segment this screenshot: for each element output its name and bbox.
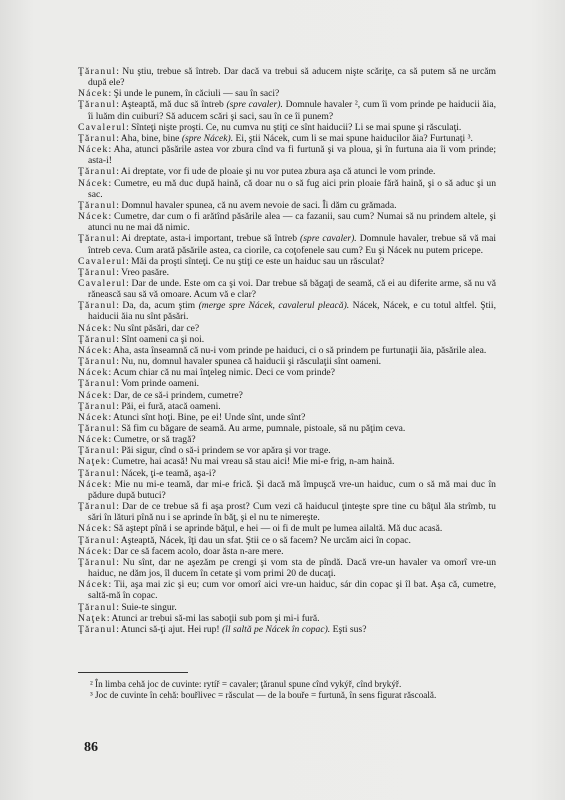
line-text: Nu sînt păsări, dar ce?: [113, 322, 200, 334]
dialogue-line: Ţăranul: Ai dreptate, asta-i important, trebue să întreb (spre cavaler). Domnule havaler, trebue să vă mai întreb ceva. Cum arată păsările astea, ca ciorile, ca coţofenele sau cum? Eu şi Nácek nu putem pricepe.: [78, 233, 497, 256]
line-text: Da, da, acum ştim: [122, 300, 196, 312]
speaker-name: Nácek: [78, 434, 109, 446]
stage-direction: (merge spre Nácek, cavalerul pleacă).: [198, 300, 350, 312]
dialogue-line: Nácek: Să aştept pînă i se aprinde băţul, e hei — oi fi de mult pe lumea ailaltă. Mă duc acasă.: [78, 523, 443, 535]
dialogue-line: Ţăranul: Suie-te singur.: [78, 601, 177, 613]
dialogue-line: Nácek: Dar, de ce să-i prindem, cumetre?: [78, 389, 243, 401]
speaker-name: Ţăranul: [78, 623, 117, 635]
speaker-name: Nácek: [78, 389, 109, 401]
dialogue-line: Nácek: Dar ce să facem acolo, doar ăsta n-are mere.: [78, 545, 284, 557]
speaker-name: Cavalerul: [78, 255, 127, 267]
speaker-name: Nácek: [78, 478, 109, 490]
line-text: Mie nu mi-e teamă, dar mi-e frică. Şi dacă mă împuşcă vre-un haiduc, cum o să mă mai duc în pădure după butuci?: [88, 478, 496, 501]
speaker-name: Nácek: [78, 88, 109, 100]
dialogue-line: Ţăranul: Aha, bine, bine (spre Nácek). Ei, ştii Nácek, cum li se mai spune haiducilor ăia? Furtunaţi ³.: [78, 132, 473, 144]
line-text: Cumetre, or să tragă?: [113, 434, 196, 446]
line-text: Tii, aşa mai zic şi eu; cum vor omorî aici vre-un haiduc, sár din copac şi îl bat. Aşa că, cumetre, saltă-mă în copac.: [88, 579, 497, 602]
line-text: Dar de unde. Este om ca şi voi. Dar trebue să băgaţi de seamă, că ei au diferite arme, să nu vă rănească sau să vă omoare. Acum vă e clar?: [88, 277, 496, 301]
speaker-name: Cavalerul: [78, 277, 127, 289]
speaker-name: Ţăranul: [78, 333, 117, 345]
line-text-continued: Ei, ştii Nácek, cum li se mai spune haiducilor ăia? Furtunaţi ³.: [235, 132, 473, 144]
speaker-name: Nácek: [78, 523, 109, 535]
dialogue-line: Ţăranul: Vreo pasăre.: [78, 266, 170, 278]
line-text: Sînteţi nişte proşti. Ce, nu cumva nu ştiţi ce sînt haiducii? Li se mai spune şi răsculaţi.: [131, 121, 462, 133]
stage-direction: (spre cavaler).: [300, 233, 357, 245]
dialogue-line: Ţăranul: Atunci să-ţi ajut. Hei rup! (îl saltă pe Nácek în copac). Eşti sus?: [78, 623, 367, 635]
line-text: Măi da proşti sînteţi. Ce nu ştiţi ce este un haiduc sau un răsculat?: [131, 255, 385, 267]
line-text-continued: Eşti sus?: [332, 623, 367, 635]
speaker-name: Ţăranul: [78, 378, 117, 390]
line-text: Şi unde le punem, în căciuli — sau în saci?: [113, 88, 280, 100]
line-text: Aşteaptă, mă duc să întreb: [121, 99, 224, 111]
speaker-name: Ţăranul: [78, 166, 117, 178]
dialogue-line: Naţek: Atunci ar trebui să-mi las saboţii sub pom şi mi-i fură.: [78, 612, 320, 624]
line-text-continued: Domnule havaler ², cum îi vom prinde pe haiducii ăia, îi luăm din cuiburi? Să aducem scări şi saci, sau în ce îi punem?: [88, 99, 497, 122]
dialogue-line: Ţăranul: Nu, nu, domnul havaler spunea că haiducii şi răsculaţii sînt oameni.: [78, 356, 382, 368]
speaker-name: Nácek: [78, 144, 109, 156]
line-text: Ai dreptate, asta-i important, trebue să întreb: [121, 233, 297, 245]
line-text: Aşteaptă, Nácek, îţi dau un sfat. Ştii ce o să facem? Ne urcăm aici în copac.: [120, 534, 411, 546]
line-text: Dar de ce trebue să fi aşa prost? Cum vezi că haiducul ţinteşte spre tine cu bâţul ăla strîmb, tu sări în lături pînă nu i se aprinde în băţ, şi el nu te nimereşte.: [88, 501, 496, 524]
line-text: Cumetre, hai acasă! Nu mai vreau să stau aici! Mie mi-e frig, n-am haină.: [112, 456, 395, 468]
line-text: Acum chiar că nu mai înţeleg nimic. Deci ce vom prinde?: [113, 367, 335, 379]
line-text: Cumetre, dar cum o fi arătînd păsările alea — ca fazanii, sau cum? Numai să nu prindem altele, şi atunci nu ne mai dă nimic.: [88, 211, 496, 234]
dialogue-line: Ţăranul: Dar de ce trebue să fi aşa prost? Cum vezi că haiducul ţinteşte spre tine cu bâţul ăla strîmb, tu sări în lături pînă nu i se aprinde în băţ, şi el nu te nimereşte.: [78, 501, 496, 524]
dialogue-line: Cavalerul: Măi da proşti sînteţi. Ce nu ştiţi ce este un haiduc sau un răsculat?: [78, 255, 385, 267]
speaker-name: Ţăranul: [78, 300, 117, 312]
line-text: Nácek, ţi-e teamă, aşa-i?: [121, 467, 216, 479]
footnote-3: ³ Joc de cuvinte în cehă: bouřlivec = răsculat — de la bouře = furtună, în sens figurat răscoală.: [90, 690, 437, 700]
stage-direction: (spre Nácek).: [181, 132, 234, 144]
speaker-name: Ţăranul: [78, 556, 117, 568]
speaker-name: Nácek: [78, 177, 109, 189]
line-text: Domnul havaler spunea, că nu avem nevoie de saci. Îi dăm cu grămada.: [121, 199, 397, 211]
dialogue-line: Nácek: Aha, asta înseamnă că nu-i vom prinde pe haiduci, ci o să prindem pe furtunaţii ăia, păsările alea.: [78, 344, 487, 356]
dialogue-line: Ţăranul: Să fim cu băgare de seamă. Au arme, pumnale, pistoale, să nu păţim ceva.: [78, 423, 406, 434]
dialogue-line: Ţăranul: Nu ştiu, trebue să întreb. Dar dacă va trebui să aducem nişte scăriţe, ca să putem să ne urcăm după ele?: [78, 66, 496, 89]
line-text: Cumetre, eu mă duc după haină, că doar nu o să fug aici prin ploaie fără haină, şi o să aduc şi un sac.: [88, 177, 496, 200]
dialogue-line: Ţăranul: Vom prinde oameni.: [78, 378, 200, 390]
dialogue-line: Ţăranul: Domnul havaler spunea, că nu avem nevoie de saci. Îi dăm cu grămada.: [78, 199, 397, 211]
footnotes: [78, 672, 496, 701]
speaker-name: Ţăranul: [78, 423, 117, 434]
line-text: Vom prinde oameni.: [121, 378, 200, 390]
dialogue-line: Ţăranul: Nu sînt, dar ne aşezăm pe crengi şi vom sta de pîndă. Dacă vre-un havaler va omorî vre-un haiduc, ne dăm jos, îl ducem în cetate şi vom primi 20 de ducaţi.: [78, 556, 496, 580]
line-text: Nu, nu, domnul havaler spunea că haiducii şi răsculaţii sînt oameni.: [121, 356, 382, 368]
footnote-2: ² În limba cehă joc de cuvinte: rytíř = cavaler; ţăranul spune cînd vykýř, cînd brykýř.: [90, 679, 402, 689]
line-text: Să fim cu băgare de seamă. Au arme, pumnale, pistoale, să nu păţim ceva.: [121, 423, 406, 434]
speaker-name: Naţek: [78, 612, 107, 624]
speaker-name: Ţăranul: [78, 266, 117, 278]
line-text: Atunci sînt hoţi. Bine, pe ei! Unde sînt, unde sînt?: [113, 411, 306, 423]
line-text: Aha, asta înseamnă că nu-i vom prinde pe haiduci, ci o să prindem pe furtunaţii ăia, păsările alea.: [113, 344, 487, 356]
speaker-name: Ţăranul: [78, 66, 117, 77]
line-text: Atunci să-ţi ajut. Hei rup!: [120, 623, 220, 635]
line-text: Dar, de ce să-i prindem, cumetre?: [113, 389, 243, 401]
speaker-name: Nácek: [78, 211, 109, 223]
dialogue-line: Nácek: Cumetre, or să tragă?: [78, 434, 196, 446]
speaker-name: Ţăranul: [78, 467, 117, 479]
line-text: Nu ştiu, trebue să întreb. Dar dacă va trebui să aducem nişte scăriţe, ca să putem să ne urcăm după ele?: [88, 66, 496, 89]
line-text: Dar ce să facem acolo, doar ăsta n-are mere.: [113, 545, 284, 557]
speaker-name: Nácek: [78, 322, 109, 334]
speaker-name: Ţăranul: [78, 199, 117, 211]
dialogue-line: Ţăranul: Da, da, acum ştim (merge spre Nácek, cavalerul pleacă). Nácek, Nácek, e cu totul altfel. Ştii, haiducii ăia nu sînt păsări.: [78, 300, 496, 323]
line-text: Păi, ei fură, atacă oameni.: [121, 400, 221, 412]
line-text: Atunci ar trebui să-mi las saboţii sub pom şi mi-i fură.: [111, 612, 320, 624]
dialogue-line: Nácek: Acum chiar că nu mai înţeleg nimic. Deci ce vom prinde?: [78, 367, 335, 379]
speaker-name: Nácek: [78, 545, 109, 557]
dialogue-line: Nácek: Tii, aşa mai zic şi eu; cum vor omorî aici vre-un haiduc, sár din copac şi îl bat. Aşa că, cumetre, saltă-mă în copac.: [78, 579, 497, 602]
line-text: Aha, atunci păsările astea vor zbura cînd va fi furtună şi va ploua, şi în furtuna aia îi vom prinde; asta-i!: [88, 144, 496, 167]
speaker-name: Nácek: [78, 367, 109, 379]
dialogue-line: Nácek: Cumetre, eu mă duc după haină, că doar nu o să fug aici prin ploaie fără haină, şi o să aduc şi un sac.: [78, 177, 496, 200]
speaker-name: Ţăranul: [78, 534, 117, 546]
speaker-name: Ţăranul: [78, 400, 117, 412]
dialogue-line: Nácek: Nu sînt păsări, dar ce?: [78, 322, 200, 334]
line-text: Să aştept pînă i se aprinde băţul, e hei — oi fi de mult pe lumea ailaltă. Mă duc acasă.: [113, 523, 443, 535]
speaker-name: Ţăranul: [78, 501, 117, 513]
line-text: Suie-te singur.: [121, 601, 177, 613]
dialogue-text: [78, 66, 496, 635]
dialogue-line: Naţek: Cumetre, hai acasă! Nu mai vreau să stau aici! Mie mi-e frig, n-am haină.: [78, 456, 395, 468]
dialogue-line: Ţăranul: Aşteaptă, Nácek, îţi dau un sfat. Ştii ce o să facem? Ne urcăm aici în copac.: [78, 534, 411, 546]
dialogue-line: Ţăranul: Sînt oameni ca şi noi.: [78, 333, 205, 345]
line-text: Sînt oameni ca şi noi.: [121, 333, 205, 345]
speaker-name: Nácek: [78, 344, 109, 356]
speaker-name: Ţăranul: [78, 233, 117, 245]
stage-direction: (îl saltă pe Nácek în copac).: [222, 623, 331, 635]
speaker-name: Naţek: [78, 456, 107, 468]
line-text-continued: Domnule havaler, trebue să vă mai întreb ceva. Cum arată păsările astea, ca ciorile, ca coţofenele sau cum? Eu şi Nácek nu putem pricepe.: [88, 233, 497, 256]
line-text-continued: Nácek, Nácek, e cu totul altfel. Ştii, haiducii ăia nu sînt păsări.: [88, 300, 496, 323]
dialogue-line: Ţăranul: Păi sigur, cînd o să-i prindem se vor apăra şi vor trage.: [78, 445, 331, 457]
dialogue-line: Nácek: Aha, atunci păsările astea vor zbura cînd va fi furtună şi va ploua, şi în furtuna aia îi vom prinde; asta-i!: [78, 144, 496, 167]
dialogue-line: Ţăranul: Păi, ei fură, atacă oameni.: [78, 400, 221, 412]
dialogue-line: Cavalerul: Dar de unde. Este om ca şi voi. Dar trebue să băgaţi de seamă, că ei au diferite arme, să nu vă rănească sau să vă omoare. Acum vă e clar?: [78, 277, 496, 301]
dialogue-line: Cavalerul: Sînteţi nişte proşti. Ce, nu cumva nu ştiţi ce sînt haiducii? Li se mai spune şi răsculaţi.: [78, 121, 462, 133]
stage-direction: (spre cavaler).: [226, 99, 283, 111]
dialogue-line: Ţăranul: Aşteaptă, mă duc să întreb (spre cavaler). Domnule havaler ², cum îi vom prinde pe haiducii ăia, îi luăm din cuiburi? Să aducem scări şi saci, sau în ce îi punem?: [78, 99, 497, 122]
line-text: Ai dreptate, vor fi ude de ploaie şi nu vor putea zbura aşa că atunci le vom prinde.: [120, 166, 436, 178]
page-number: 86: [84, 740, 98, 755]
line-text: Aha, bine, bine: [120, 132, 180, 144]
line-text: Păi sigur, cînd o să-i prindem se vor apăra şi vor trage.: [121, 445, 331, 457]
dialogue-line: Nácek: Şi unde le punem, în căciuli — sau în saci?: [78, 88, 280, 100]
speaker-name: Cavalerul: [78, 121, 127, 133]
dialogue-line: Ţăranul: Ai dreptate, vor fi ude de ploaie şi nu vor putea zbura aşa că atunci le vom prinde.: [78, 166, 436, 178]
dialogue-line: Nácek: Mie nu mi-e teamă, dar mi-e frică. Şi dacă mă împuşcă vre-un haiduc, cum o să mă mai duc în pădure după butuci?: [78, 478, 496, 501]
dialogue-line: Nácek: Atunci sînt hoţi. Bine, pe ei! Unde sînt, unde sînt?: [78, 411, 306, 423]
speaker-name: Ţăranul: [78, 445, 117, 457]
speaker-name: Ţăranul: [78, 356, 117, 368]
dialogue-line: Nácek: Cumetre, dar cum o fi arătînd păsările alea — ca fazanii, sau cum? Numai să nu prindem altele, şi atunci nu ne mai dă nimic.: [78, 211, 496, 234]
line-text: Nu sînt, dar ne aşezăm pe crengi şi vom sta de pîndă. Dacă vre-un havaler va omorî vre-un haiduc, ne dăm jos, îl ducem în cetate şi vom primi 20 de ducaţi.: [88, 556, 496, 580]
speaker-name: Ţăranul: [78, 132, 117, 144]
speaker-name: Nácek: [78, 411, 109, 423]
footnote-divider: [78, 672, 188, 673]
line-text: Vreo pasăre.: [121, 266, 170, 278]
speaker-name: Nácek: [78, 579, 109, 591]
speaker-name: Ţăranul: [78, 99, 117, 111]
dialogue-line: Ţăranul: Nácek, ţi-e teamă, aşa-i?: [78, 467, 216, 479]
speaker-name: Ţăranul: [78, 601, 117, 613]
